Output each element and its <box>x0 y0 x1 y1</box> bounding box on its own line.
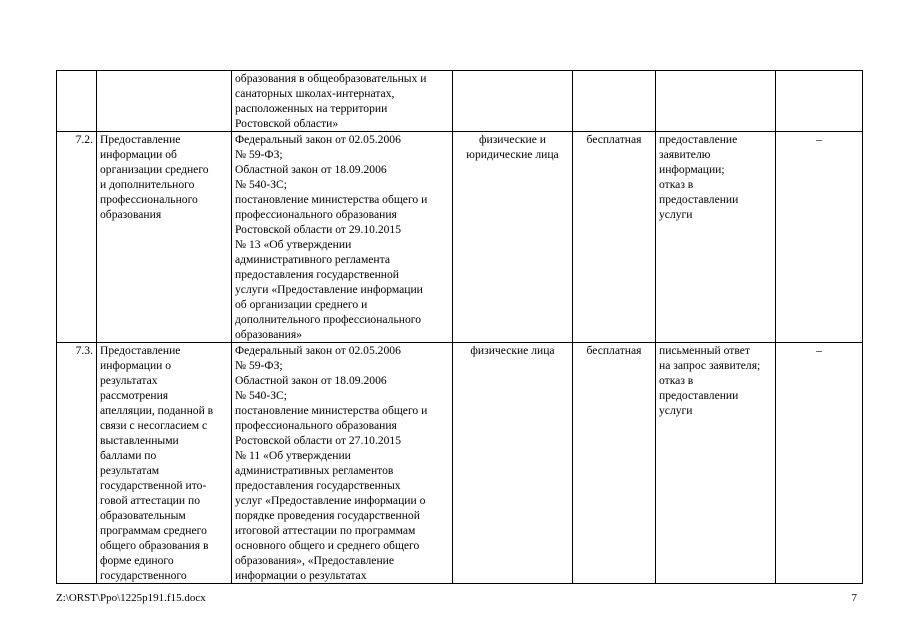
table-row <box>57 132 863 343</box>
legal-basis: образования в общеобразовательных и санаторных школах-интернатах, расположенных на территории Ростовской области» <box>232 71 453 132</box>
payment: бесплатная <box>573 132 656 343</box>
applicants: физические и юридические лица <box>453 132 573 343</box>
result <box>656 71 776 132</box>
page-number: 7 <box>851 592 857 604</box>
applicants <box>453 71 573 132</box>
row-number: 7.3. <box>57 343 97 584</box>
row-number <box>57 71 97 132</box>
services-table <box>56 70 863 584</box>
payment <box>573 71 656 132</box>
table-row <box>57 343 863 584</box>
extra: – <box>776 132 863 343</box>
payment: бесплатная <box>573 343 656 584</box>
extra <box>776 71 863 132</box>
applicants: физические лица <box>453 343 573 584</box>
service-name <box>97 71 232 132</box>
result: предоставление заявителю информации; отказ в предоставлении услуги <box>656 132 776 343</box>
service-name: Предоставление информации об организации среднего и дополнительного профессионального образования <box>97 132 232 343</box>
table-row <box>57 71 863 132</box>
file-path: Z:\ORST\Ppo\1225p191.f15.docx <box>56 592 206 604</box>
result: письменный ответ на запрос заявителя; отказ в предоставлении услуги <box>656 343 776 584</box>
legal-basis: Федеральный закон от 02.05.2006 № 59-ФЗ; Областной закон от 18.09.2006 № 540-ЗС; постановление министерства общего и профессионального образования Ростовской области от 29.10.2015 № 13 «Об утверждении административного регламента предоставления государственной услуги «Предоставление информации об организации среднего и дополнительного профессионального образования» <box>232 132 453 343</box>
extra: – <box>776 343 863 584</box>
row-number: 7.2. <box>57 132 97 343</box>
service-name: Предоставление информации о результатах рассмотрения апелляции, поданной в связи с несогласием с выставленными баллами по результатам государственной ито- говой аттестации по образовательным программам среднего общего образования в форме единого государственного <box>97 343 232 584</box>
legal-basis: Федеральный закон от 02.05.2006 № 59-ФЗ; Областной закон от 18.09.2006 № 540-ЗС; постановление министерства общего и профессионального образования Ростовской области от 27.10.2015 № 11 «Об утверждении административных регламентов предоставления государственных услуг «Предоставление информации о порядке проведения государственной итоговой аттестации по программам основного общего и среднего общего образования», «Предоставление информации о результатах <box>232 343 453 584</box>
